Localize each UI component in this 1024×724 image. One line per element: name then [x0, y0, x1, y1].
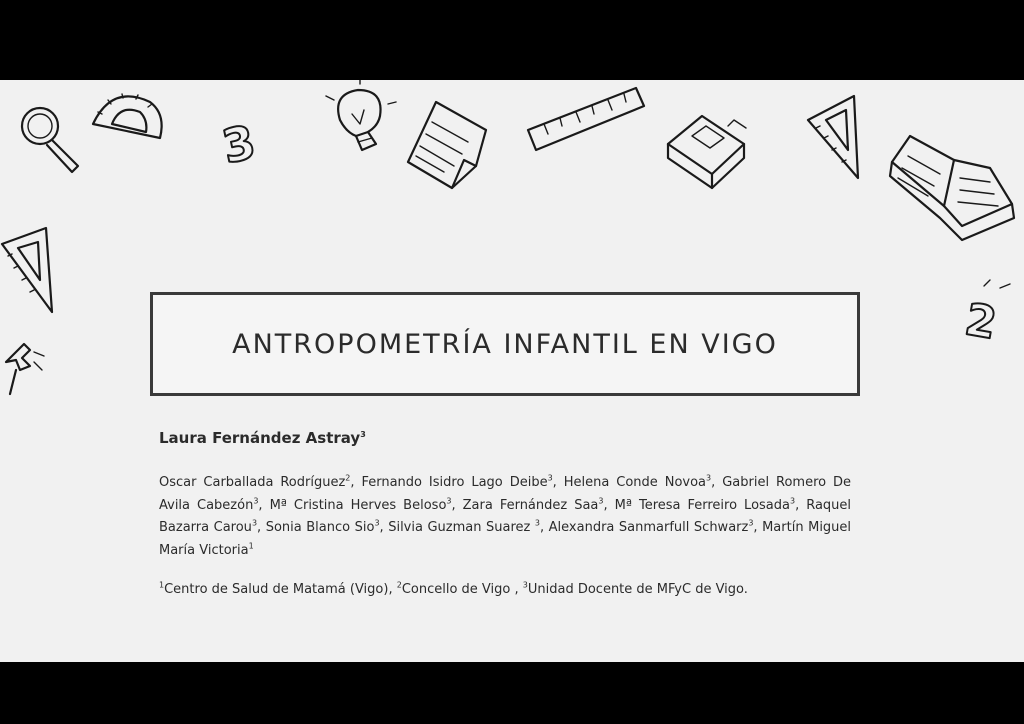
set-square-left-icon [2, 228, 52, 312]
coauthor-affiliation-sup: 3 [251, 518, 258, 528]
magnifier-icon [22, 108, 78, 172]
set-square-icon [808, 96, 858, 178]
presenter-name-text: Laura Fernández Astray [159, 429, 361, 447]
affiliation-sup: 1 [159, 580, 165, 590]
coauthor-affiliation-sup: 3 [789, 496, 796, 506]
coauthor-name: Helena Conde Novoa [563, 475, 707, 490]
closed-book-icon [668, 116, 746, 188]
coauthor-name: Sonia Blanco Sio [265, 520, 375, 535]
slide-title: ANTROPOMETRÍA INFANTIL EN VIGO [232, 328, 778, 360]
coauthor-name: Silvia Guzman Suarez [388, 520, 535, 535]
coauthor-affiliation-sup: 3 [374, 518, 380, 528]
number-three-icon [218, 115, 261, 174]
presenter-name [159, 429, 366, 447]
affiliation-sup: 3 [522, 580, 528, 590]
coauthor-affiliation-sup: 3 [598, 496, 604, 506]
protractor-icon [93, 94, 162, 138]
presenter-affiliation-sup: 3 [360, 430, 366, 439]
letterbox-bottom [0, 662, 1024, 724]
ruler-icon [528, 88, 644, 150]
coauthor-list: Oscar Carballada Rodríguez$^2$, Fernando Isidro Lago Deibe$^3$, Helena Conde Novoa$^3$, Gabriel Romero De Avila Cabezón$^3$, Mª Cristina Herves Beloso$^3$, Zara Fernández Saa$^3$, Mª Teresa Ferreiro Losada$^3$, Raquel Bazarra Carou$^3$, Sonia Blanco Sio$^3$, Silvia Guzman Suarez $^3$, Alexandra Sanmarfull Schwarz$^3$, Martín Miguel María Victoria$^1$ [159, 473, 852, 558]
coauthor-affiliation-sup: 3 [547, 473, 553, 483]
coauthor-name: Oscar Carballada Rodríguez [159, 475, 346, 490]
svg-text:3: 3 [217, 114, 261, 175]
coauthor-affiliation-sup: 3 [253, 496, 259, 506]
coauthor-name: Gabriel Romero De Avila Cabezón [159, 475, 852, 513]
letterbox-top [0, 0, 1024, 80]
open-book-icon [890, 136, 1014, 240]
pushpin-icon [6, 344, 44, 394]
coauthor-name: Alexandra Sanmarfull Schwarz [548, 520, 749, 535]
slide [0, 80, 1024, 662]
affiliation-sup: 2 [396, 580, 402, 590]
affiliation-name: Unidad Docente de MFyC de Vigo. [527, 582, 748, 597]
affiliation-list: $^1$Centro de Salud de Matamá (Vigo), $^2$Concello de Vigo , $^3$Unidad Docente de MFyC de Vigo. [159, 580, 748, 597]
coauthor-name: Martín Miguel María Victoria [159, 520, 852, 558]
paper-sheet-icon [408, 102, 486, 188]
coauthor-affiliation-sup: 3 [534, 518, 540, 528]
coauthor-affiliation-sup: 3 [446, 496, 452, 506]
coauthor-name: Mª Cristina Herves Beloso [269, 497, 447, 513]
coauthor-affiliation-sup: 3 [706, 473, 712, 483]
coauthor-name: Fernando Isidro Lago Deibe [361, 475, 548, 490]
number-two-icon [961, 280, 1010, 350]
lightbulb-icon [326, 80, 396, 150]
coauthor-affiliation-sup: 2 [345, 473, 351, 483]
coauthor-affiliation-sup: 3 [748, 518, 754, 528]
affiliation-name: Centro de Salud de Matamá (Vigo) [164, 582, 389, 597]
affiliation-name: Concello de Vigo [401, 582, 511, 597]
coauthor-name: Zara Fernández Saa [462, 497, 599, 513]
svg-text:2: 2 [961, 294, 1001, 350]
title-box [150, 292, 860, 396]
coauthor-affiliation-sup: 1 [248, 541, 254, 551]
coauthor-name: Raquel Bazarra Carou [159, 497, 852, 535]
coauthor-name: Mª Teresa Ferreiro Losada [614, 497, 790, 513]
